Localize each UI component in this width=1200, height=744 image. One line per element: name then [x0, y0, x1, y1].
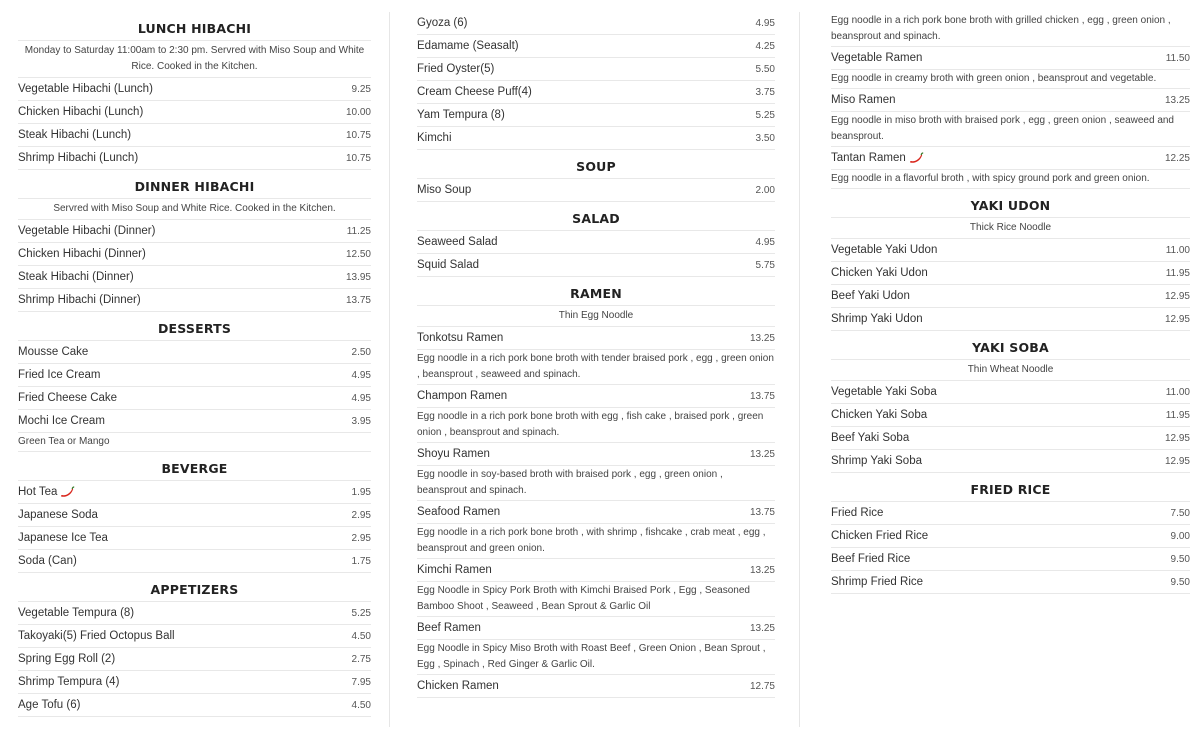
- menu-item-price: 2.00: [755, 184, 775, 196]
- menu-item-price: 12.95: [1164, 313, 1190, 325]
- menu-item: [18, 78, 371, 101]
- menu-item-name: Shrimp Hibachi (Lunch): [18, 152, 139, 164]
- menu-item: [18, 550, 371, 573]
- section-title: YAKI SOBA: [831, 331, 1190, 360]
- menu-item: [18, 602, 371, 625]
- menu-item-price: 11.00: [1165, 386, 1190, 398]
- menu-item: [831, 450, 1190, 473]
- menu-item-price: 4.95: [351, 369, 371, 381]
- menu-item-price: 4.50: [351, 699, 371, 711]
- menu-item: [18, 341, 371, 364]
- menu-item-name: Takoyaki(5) Fried Octopus Ball: [18, 630, 175, 642]
- menu-item: [417, 443, 775, 466]
- menu-item-name-wrap: [18, 83, 153, 95]
- item-description: Egg noodle in a flavorful broth , with spicy ground pork and green onion.: [831, 170, 1190, 189]
- menu-item-name: Fried Ice Cream: [18, 369, 101, 381]
- menu-item-name-wrap: [417, 86, 532, 98]
- section-note: Thick Rice Noodle: [831, 218, 1190, 239]
- menu-item: [18, 481, 371, 504]
- menu-item-name-wrap: [831, 152, 924, 164]
- menu-item-price: 1.75: [351, 555, 371, 567]
- menu-item-name-wrap: [18, 369, 100, 381]
- menu-item: [831, 147, 1190, 170]
- menu-item-name: Kimchi Ramen: [417, 564, 492, 576]
- section-title: DINNER HIBACHI: [18, 170, 371, 199]
- menu-column-2: [390, 12, 800, 727]
- menu-item: [18, 289, 371, 312]
- menu-item-name: Age Tofu (6): [18, 699, 81, 711]
- menu-item-price: 2.95: [351, 532, 371, 544]
- menu-item-price: 4.25: [755, 40, 775, 52]
- section-note: Servred with Miso Soup and White Rice. Cooked in the Kitchen.: [18, 199, 371, 220]
- menu-item-name: Japanese Ice Tea: [18, 532, 108, 544]
- menu-item-name-wrap: [831, 244, 937, 256]
- menu-item-name: Chicken Hibachi (Lunch): [18, 106, 144, 118]
- menu-item-name-wrap: [18, 225, 155, 237]
- menu-item: [831, 47, 1190, 70]
- menu-item: [831, 404, 1190, 427]
- menu-item-name-wrap: [417, 564, 492, 576]
- menu-item-name-wrap: [831, 52, 922, 64]
- menu-item-name-wrap: [831, 576, 923, 588]
- menu-item-price: 12.25: [1164, 152, 1190, 164]
- menu-item: [831, 285, 1190, 308]
- menu-item-name-wrap: [417, 448, 490, 460]
- menu-item-name-wrap: [18, 248, 146, 260]
- menu-item-price: 4.95: [755, 17, 775, 29]
- menu-item-name-wrap: [417, 17, 468, 29]
- menu-item: [831, 308, 1190, 331]
- menu-item-name-wrap: [831, 432, 909, 444]
- menu-item: [417, 385, 775, 408]
- menu-item: [831, 381, 1190, 404]
- menu-item-name: Shrimp Fried Rice: [831, 576, 924, 588]
- item-description: Egg noodle in miso broth with braised pork , egg , green onion , seaweed and beansprout.: [831, 112, 1190, 147]
- menu-item-price: 2.75: [351, 653, 371, 665]
- section-title: SOUP: [417, 150, 775, 179]
- section-title: RAMEN: [417, 277, 775, 306]
- menu-item: [417, 58, 775, 81]
- menu-item: [18, 410, 371, 433]
- menu-item: [417, 675, 775, 698]
- menu-item-price: 4.95: [351, 392, 371, 404]
- item-description: Egg noodle in a rich pork bone broth with grilled chicken , egg , green onion , beansprout and spinach.: [831, 12, 1190, 47]
- menu-item-name: Mochi Ice Cream: [18, 415, 105, 427]
- menu-item-name: Beef Yaki Soba: [831, 432, 910, 444]
- chili-pepper-icon: [59, 486, 75, 498]
- menu-item-name-wrap: [18, 653, 115, 665]
- menu-item-name: Squid Salad: [417, 259, 480, 271]
- menu-item-name-wrap: [831, 409, 927, 421]
- menu-item-price: 13.25: [749, 622, 775, 634]
- menu-item-name: Steak Hibachi (Dinner): [18, 271, 134, 283]
- menu-item-price: 2.50: [351, 346, 371, 358]
- menu-item: [18, 220, 371, 243]
- menu-item-name: Tantan Ramen: [831, 152, 906, 164]
- menu-item-name-wrap: [18, 415, 105, 427]
- menu-item: [18, 527, 371, 550]
- menu-item-price: 7.50: [1170, 507, 1190, 519]
- menu-item: [831, 525, 1190, 548]
- menu-item-price: 11.95: [1165, 267, 1190, 279]
- menu-item-name: Vegetable Ramen: [831, 52, 923, 64]
- menu-item-name: Fried Oyster(5): [417, 63, 495, 75]
- menu-item-name-wrap: [417, 63, 494, 75]
- menu-item: [18, 243, 371, 266]
- menu-item-name-wrap: [18, 676, 119, 688]
- item-description: Egg noodle in a rich pork bone broth with egg , fish cake , braised pork , green onion , beansprout and spinach.: [417, 408, 775, 443]
- menu-item: [18, 625, 371, 648]
- menu-item: [18, 147, 371, 170]
- menu-item-price: 9.25: [351, 83, 371, 95]
- menu-item: [18, 504, 371, 527]
- menu-item-price: 13.75: [345, 294, 371, 306]
- menu-item-name: Yam Tempura (8): [417, 109, 505, 121]
- menu-item-price: 5.50: [755, 63, 775, 75]
- menu-item-name: Chicken Hibachi (Dinner): [18, 248, 146, 260]
- menu-item: [417, 81, 775, 104]
- menu-item-price: 3.95: [351, 415, 371, 427]
- menu-item-name: Mousse Cake: [18, 346, 89, 358]
- menu-item-name-wrap: [18, 106, 143, 118]
- menu-item-name: Vegetable Tempura (8): [18, 607, 135, 619]
- menu-item-name-wrap: [417, 680, 499, 692]
- menu-item-name-wrap: [18, 555, 77, 567]
- menu-item-price: 13.75: [749, 506, 775, 518]
- menu-item-name-wrap: [417, 236, 498, 248]
- menu-item-name-wrap: [831, 530, 928, 542]
- menu-item-name: Beef Fried Rice: [831, 553, 911, 565]
- menu-item-price: 11.25: [346, 225, 371, 237]
- item-description: Egg noodle in soy-based broth with braised pork , egg , green onion , beansprout and spinach.: [417, 466, 775, 501]
- menu-item-name-wrap: [18, 392, 117, 404]
- section-note: Thin Egg Noodle: [417, 306, 775, 327]
- menu-item-price: 9.50: [1170, 553, 1190, 565]
- menu-item-name: Champon Ramen: [417, 390, 508, 402]
- menu-item-name: Miso Soup: [417, 184, 472, 196]
- menu-item-price: 10.75: [345, 129, 371, 141]
- menu-item-price: 7.95: [351, 676, 371, 688]
- menu-item-name: Chicken Fried Rice: [831, 530, 929, 542]
- menu-item-name-wrap: [831, 313, 923, 325]
- menu-item-name-wrap: [18, 509, 98, 521]
- section-title: DESSERTS: [18, 312, 371, 341]
- menu-item-price: 11.95: [1165, 409, 1190, 421]
- menu-item-price: 12.95: [1164, 455, 1190, 467]
- section-title: BEVERGE: [18, 452, 371, 481]
- menu-item-price: 9.50: [1170, 576, 1190, 588]
- section-title: YAKI UDON: [831, 189, 1190, 218]
- menu-item-price: 10.75: [345, 152, 371, 164]
- menu-item-price: 11.00: [1165, 244, 1190, 256]
- menu-item-price: 4.50: [351, 630, 371, 642]
- menu-item-name: Vegetable Yaki Udon: [831, 244, 938, 256]
- menu-item: [417, 127, 775, 150]
- menu-item-name-wrap: [18, 294, 141, 306]
- menu-item: [831, 427, 1190, 450]
- menu-item-name-wrap: [417, 259, 479, 271]
- menu-item-name: Shrimp Yaki Udon: [831, 313, 923, 325]
- menu-item-name: Chicken Yaki Soba: [831, 409, 928, 421]
- menu-item-price: 13.25: [1164, 94, 1190, 106]
- menu-item-name: Japanese Soda: [18, 509, 98, 521]
- menu-item-name-wrap: [18, 532, 108, 544]
- menu-item-price: 13.75: [749, 390, 775, 402]
- menu-item-name-wrap: [18, 607, 134, 619]
- menu-item-name-wrap: [417, 132, 452, 144]
- menu-item-name: Edamame (Seasalt): [417, 40, 519, 52]
- menu-item-name-wrap: [831, 507, 883, 519]
- menu-item: [18, 648, 371, 671]
- menu-item-price: 13.25: [749, 564, 775, 576]
- section-title: LUNCH HIBACHI: [18, 12, 371, 41]
- menu-item-name: Gyoza (6): [417, 17, 468, 29]
- menu-item: [417, 501, 775, 524]
- menu-item-price: 5.75: [755, 259, 775, 271]
- menu-item: [417, 179, 775, 202]
- menu-item-name: Cream Cheese Puff(4): [417, 86, 532, 98]
- menu-item-name: Vegetable Yaki Soba: [831, 386, 937, 398]
- menu-item: [831, 262, 1190, 285]
- menu-item: [417, 559, 775, 582]
- menu-item-name-wrap: [417, 390, 507, 402]
- item-description: Egg Noodle in Spicy Miso Broth with Roast Beef , Green Onion , Bean Sprout , Egg , Spinach , Red Ginger & Garlic Oil.: [417, 640, 775, 675]
- menu-item-name: Soda (Can): [18, 555, 77, 567]
- menu-item-name-wrap: [831, 386, 937, 398]
- menu-item-name: Spring Egg Roll (2): [18, 653, 116, 665]
- menu-item-name-wrap: [18, 152, 138, 164]
- item-description: Egg noodle in creamy broth with green onion , beansprout and vegetable.: [831, 70, 1190, 89]
- menu-item-name: Shoyu Ramen: [417, 448, 490, 460]
- section-title: APPETIZERS: [18, 573, 371, 602]
- menu-item-name: Fried Cheese Cake: [18, 392, 118, 404]
- menu-item: [417, 12, 775, 35]
- section-note: Thin Wheat Noodle: [831, 360, 1190, 381]
- menu-item-name-wrap: [417, 40, 519, 52]
- menu-item: [417, 231, 775, 254]
- menu-item-name: Chicken Ramen: [417, 680, 499, 692]
- menu-item: [831, 548, 1190, 571]
- menu-item-price: 13.25: [749, 332, 775, 344]
- menu-item-name-wrap: [18, 630, 175, 642]
- menu-item-name-wrap: [417, 184, 471, 196]
- menu-item-name: Chicken Yaki Udon: [831, 267, 928, 279]
- chili-pepper-icon: [908, 152, 924, 164]
- menu-item-name-wrap: [831, 455, 922, 467]
- menu-item: [831, 89, 1190, 112]
- menu-item: [18, 101, 371, 124]
- menu-item: [18, 387, 371, 410]
- menu-item-name-wrap: [18, 271, 134, 283]
- menu-item-name: Seafood Ramen: [417, 506, 501, 518]
- menu-item-name-wrap: [831, 267, 928, 279]
- section-note: Monday to Saturday 11:00am to 2:30 pm. Servred with Miso Soup and White Rice. Cooked in the Kitchen.: [18, 41, 371, 78]
- menu-item-price: 12.95: [1164, 432, 1190, 444]
- menu-item-price: 4.95: [755, 236, 775, 248]
- menu-item-price: 3.50: [755, 132, 775, 144]
- menu-item-name: Shrimp Hibachi (Dinner): [18, 294, 141, 306]
- menu-item-name: Hot Tea: [18, 486, 58, 498]
- menu-item-name: Tonkotsu Ramen: [417, 332, 504, 344]
- menu-item: [18, 694, 371, 717]
- menu-item-name-wrap: [18, 129, 131, 141]
- menu-item-name-wrap: [417, 506, 500, 518]
- menu-item-name: Miso Ramen: [831, 94, 896, 106]
- item-description: Egg Noodle in Spicy Pork Broth with Kimchi Braised Pork , Egg , Seasoned Bamboo Shoot , Seaweed , Bean Sprout & Garlic Oil: [417, 582, 775, 617]
- menu-column-3: [800, 12, 1200, 727]
- section-title: FRIED RICE: [831, 473, 1190, 502]
- menu-item-name-wrap: [417, 622, 481, 634]
- menu-item-price: 9.00: [1170, 530, 1190, 542]
- menu-item-name: Beef Ramen: [417, 622, 481, 634]
- menu-item-name-wrap: [18, 346, 88, 358]
- menu-item-name: Steak Hibachi (Lunch): [18, 129, 132, 141]
- menu-item-price: 13.95: [345, 271, 371, 283]
- menu-item-name: Beef Yaki Udon: [831, 290, 910, 302]
- menu-item-name-wrap: [831, 553, 910, 565]
- menu-item-name-wrap: [18, 699, 80, 711]
- menu-item-name: Fried Rice: [831, 507, 884, 519]
- menu-item-name: Vegetable Hibachi (Lunch): [18, 83, 153, 95]
- menu-item: [417, 617, 775, 640]
- menu-item: [18, 266, 371, 289]
- menu-item-price: 5.25: [755, 109, 775, 121]
- menu-item-price: 2.95: [351, 509, 371, 521]
- menu-item: [417, 35, 775, 58]
- menu-item: [18, 364, 371, 387]
- menu-item-name: Vegetable Hibachi (Dinner): [18, 225, 156, 237]
- item-description: Green Tea or Mango: [18, 433, 371, 452]
- menu-item-price: 12.95: [1164, 290, 1190, 302]
- menu-item-price: 3.75: [755, 86, 775, 98]
- menu-item-name-wrap: [417, 109, 505, 121]
- section-title: SALAD: [417, 202, 775, 231]
- menu-item-price: 10.00: [345, 106, 371, 118]
- menu-item-name-wrap: [831, 94, 896, 106]
- menu-item-price: 5.25: [351, 607, 371, 619]
- item-description: Egg noodle in a rich pork bone broth , with shrimp , fishcake , crab meat , egg , beansprout and green onion.: [417, 524, 775, 559]
- menu-item-name: Seaweed Salad: [417, 236, 498, 248]
- menu-item-price: 12.50: [345, 248, 371, 260]
- menu-item: [18, 124, 371, 147]
- menu-item: [831, 502, 1190, 525]
- menu-item: [831, 239, 1190, 262]
- menu-item-name: Shrimp Yaki Soba: [831, 455, 922, 467]
- menu-item-price: 11.50: [1165, 52, 1190, 64]
- item-description: Egg noodle in a rich pork bone broth with tender braised pork , egg , green onion , beansprout , seaweed and spinach.: [417, 350, 775, 385]
- menu-item-name: Kimchi: [417, 132, 452, 144]
- menu-item-name-wrap: [831, 290, 910, 302]
- menu-item: [831, 571, 1190, 594]
- menu-item: [417, 104, 775, 127]
- menu-column-1: [0, 12, 390, 727]
- menu-item: [417, 254, 775, 277]
- menu-item: [417, 327, 775, 350]
- menu-item: [18, 671, 371, 694]
- menu-item-name-wrap: [18, 486, 75, 498]
- menu-item-price: 13.25: [749, 448, 775, 460]
- menu-item-price: 12.75: [749, 680, 775, 692]
- menu-item-name-wrap: [417, 332, 503, 344]
- menu-item-name: Shrimp Tempura (4): [18, 676, 120, 688]
- menu-item-price: 1.95: [351, 486, 371, 498]
